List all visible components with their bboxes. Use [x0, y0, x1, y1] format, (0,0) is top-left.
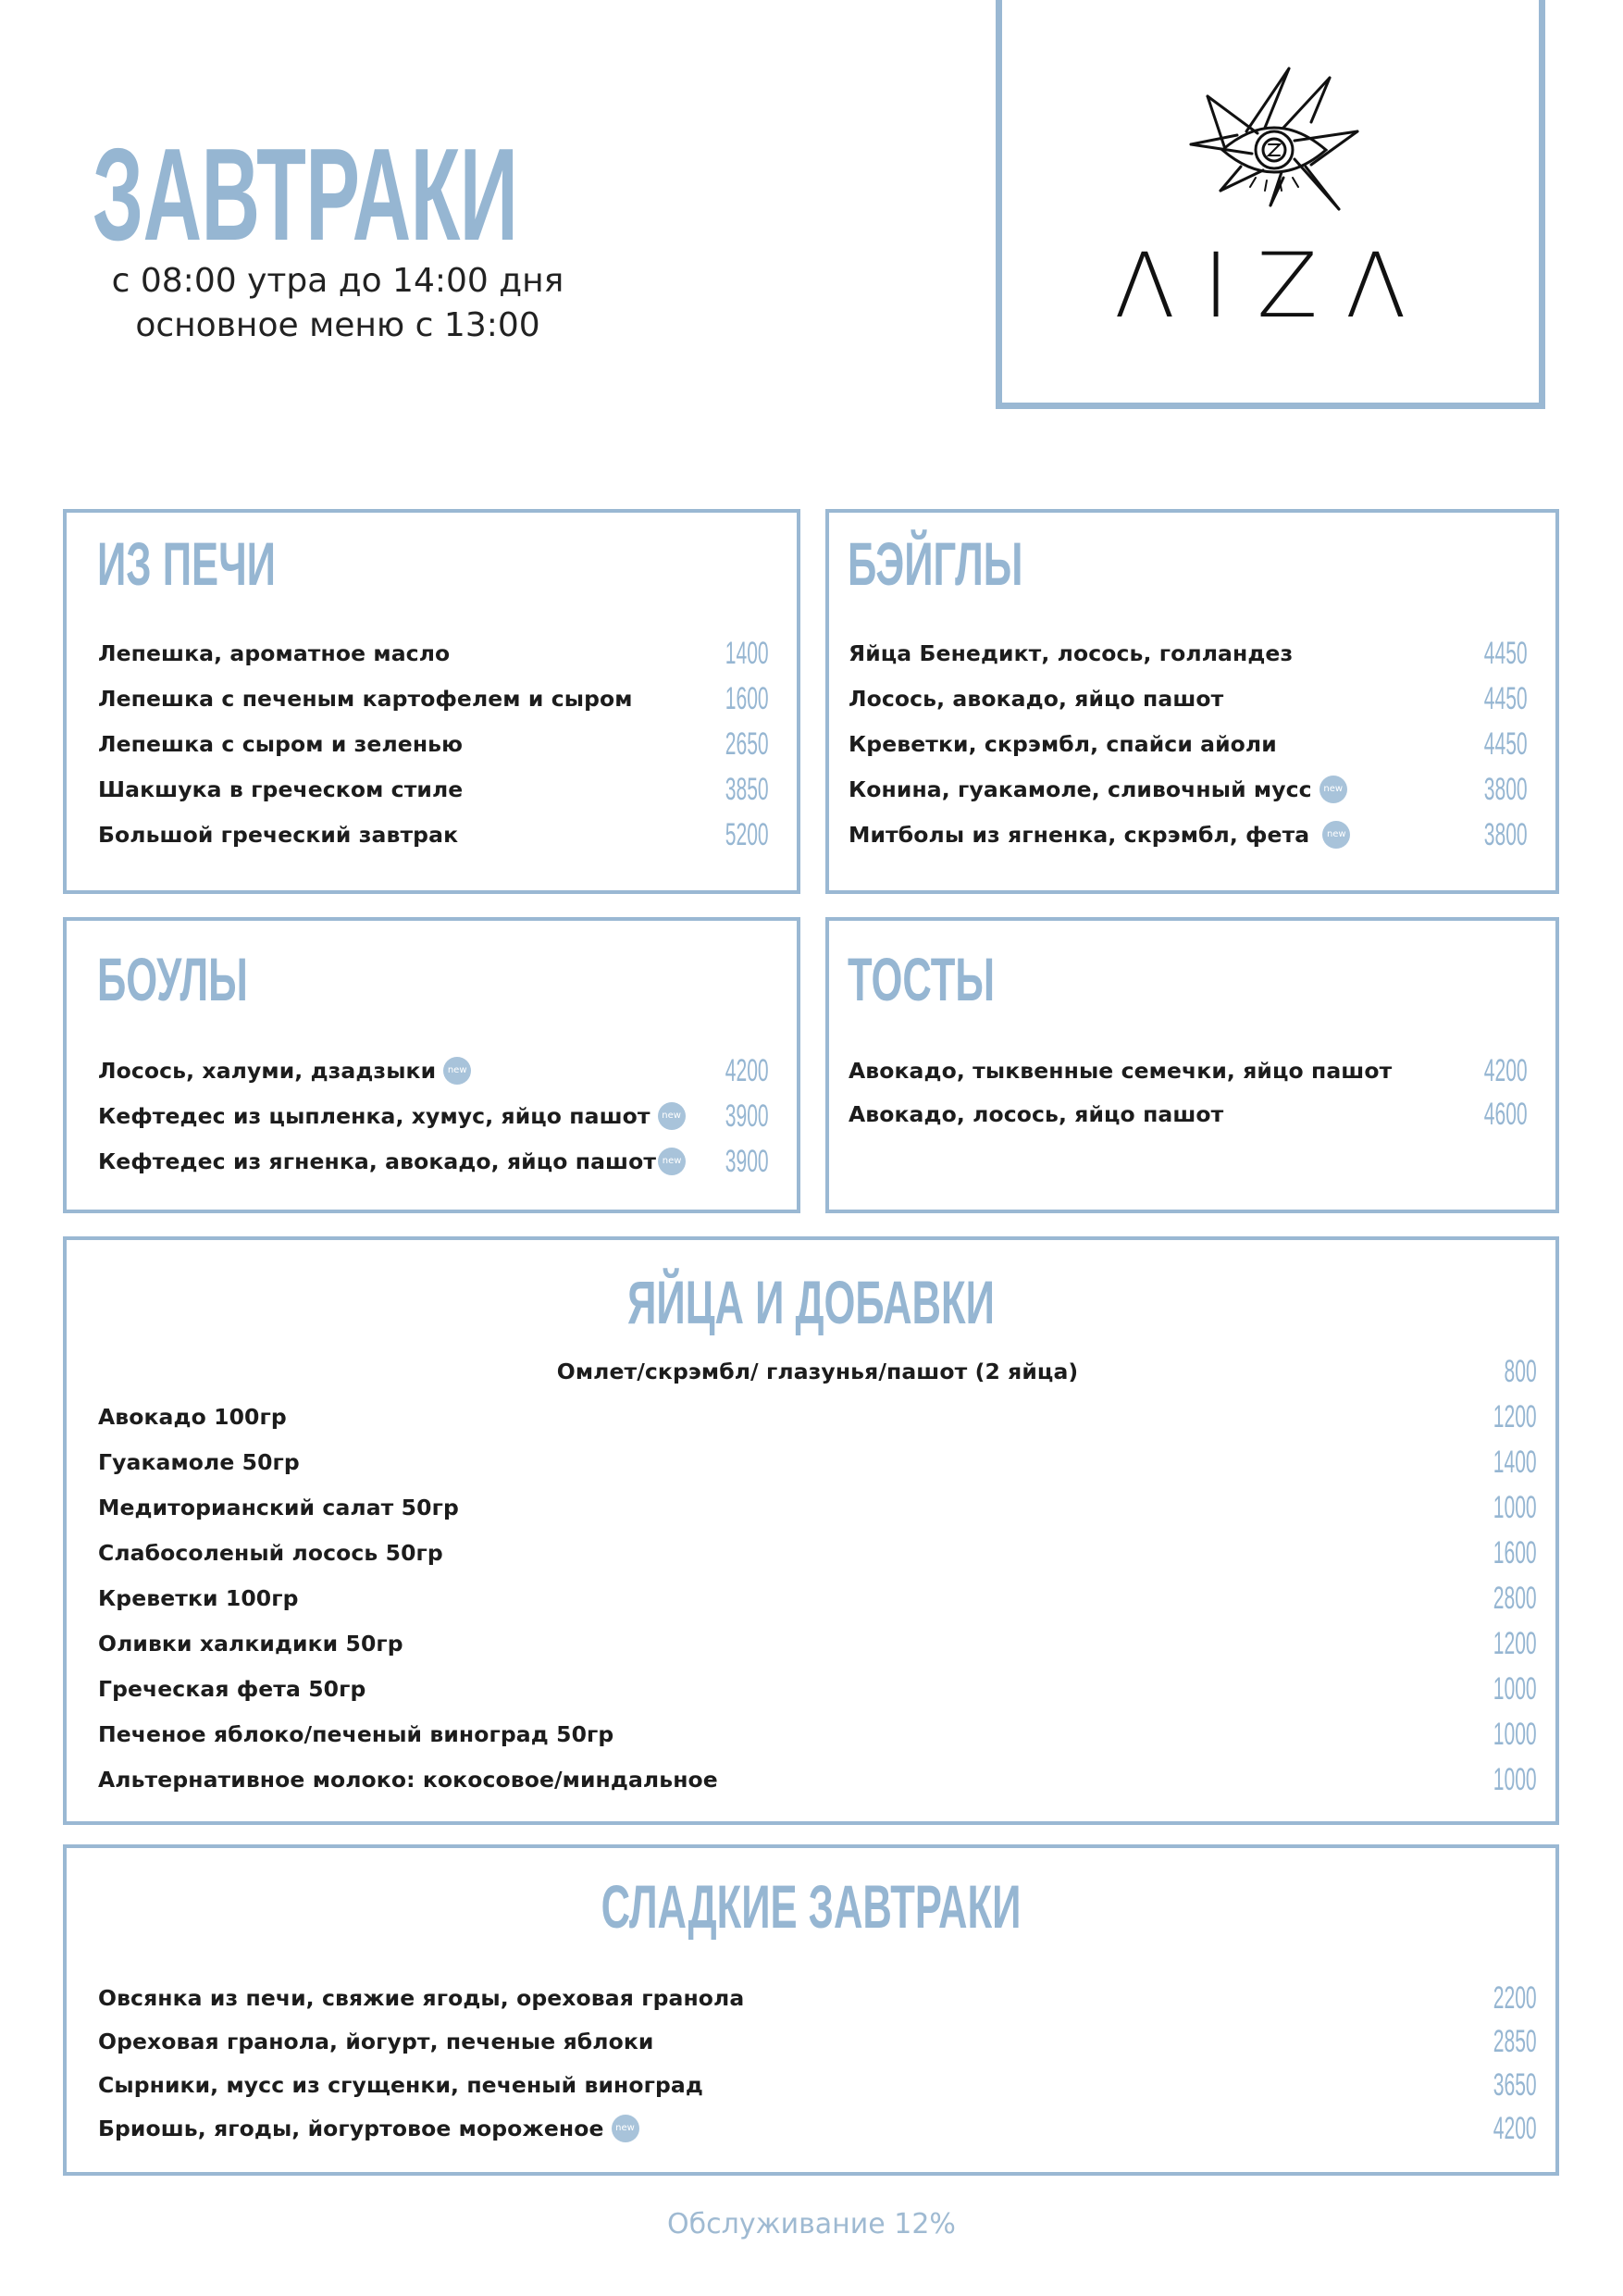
menu-item: Лепешка, ароматное масло 1400	[98, 636, 769, 671]
menu-item: Печеное яблоко/печеный виноград 50гр 1000	[98, 1717, 1537, 1752]
menu-item: Конина, гуакамоле, сливочный мусс new 3800	[849, 772, 1528, 807]
menu-item: Ореховая гранола, йогурт, печеные яблоки 2850	[98, 2024, 1537, 2059]
menu-item: Альтернативное молоко: кокосовое/миндальное 1000	[98, 1762, 1537, 1797]
new-badge: new	[1322, 821, 1350, 849]
section-eggs	[63, 1236, 1559, 1825]
menu-item: Медиторианский салат 50гр 1000	[98, 1490, 1537, 1525]
menu-item: Шакшука в греческом стиле 3850	[98, 772, 769, 807]
menu-item-lead: Омлет/скрэмбл/ глазунья/пашот (2 яйца) 800	[556, 1354, 1537, 1389]
logo-frame	[996, 0, 1545, 409]
section-title: БОУЛЫ	[97, 945, 248, 1013]
section-title: ТОСТЫ	[848, 945, 996, 1013]
menu-item: Греческая фета 50гр 1000	[98, 1671, 1537, 1706]
section-title: ЯЙЦА И ДОБАВКИ	[627, 1268, 995, 1336]
menu-item: Креветки, скрэмбл, спайси айоли 4450	[849, 726, 1528, 762]
menu-item: Слабосоленый лосось 50гр 1600	[98, 1535, 1537, 1570]
hours-line-2: основное меню с 13:00	[135, 306, 540, 344]
menu-item: Лепешка с сыром и зеленью 2650	[98, 726, 769, 762]
menu-item: Лепешка с печеным картофелем и сыром 1600	[98, 681, 769, 716]
hours-info	[93, 259, 583, 348]
menu-item: Кефтедес из цыпленка, хумус, яйцо пашот new 3900	[98, 1098, 769, 1134]
menu-item: Лосось, авокадо, яйцо пашот 4450	[849, 681, 1528, 716]
section-sweet	[63, 1844, 1559, 2176]
menu-item: Гуакамоле 50гр 1400	[98, 1445, 1537, 1480]
section-title: СЛАДКИЕ ЗАВТРАКИ	[601, 1872, 1022, 1941]
menu-item: Митболы из ягненка, скрэмбл, фета new 3800	[849, 817, 1528, 852]
section-title: ИЗ ПЕЧИ	[97, 529, 276, 598]
menu-item: Бриошь, ягоды, йогуртовое мороженое new 4200	[98, 2111, 1537, 2146]
menu-item: Креветки 100гр 2800	[98, 1581, 1537, 1616]
new-badge: new	[658, 1102, 686, 1130]
hours-line-1: с 08:00 утра до 14:00 дня	[111, 262, 564, 300]
menu-item: Авокадо, лосось, яйцо пашот 4600	[849, 1097, 1528, 1132]
section-title: БЭЙГЛЫ	[848, 529, 1023, 598]
section-bagels	[825, 509, 1559, 894]
logo-wordmark: ΛIZΛ	[1114, 234, 1434, 338]
section-oven	[63, 509, 800, 894]
section-bowls	[63, 917, 800, 1213]
menu-item: Авокадо 100гр 1200	[98, 1399, 1537, 1434]
menu-item: Яйца Бенедикт, лосось, голландез 4450	[849, 636, 1528, 671]
new-badge: new	[443, 1057, 471, 1085]
menu-item: Сырники, мусс из сгущенки, печеный виноград 3650	[98, 2067, 1537, 2103]
service-charge-note: Обслуживание 12%	[667, 2208, 956, 2240]
section-toasts	[825, 917, 1559, 1213]
new-badge: new	[612, 2115, 639, 2142]
page-title: ЗАВТРАКИ	[93, 121, 518, 268]
menu-item: Большой греческий завтрак 5200	[98, 817, 769, 852]
new-badge: new	[1319, 776, 1347, 803]
menu-item: Оливки халкидики 50гр 1200	[98, 1626, 1537, 1661]
menu-item: Кефтедес из ягненка, авокадо, яйцо пашот new 3900	[98, 1144, 769, 1179]
eye-in-star-icon	[1002, 0, 1552, 416]
menu-item: Авокадо, тыквенные семечки, яйцо пашот 4200	[849, 1053, 1528, 1088]
new-badge: new	[658, 1148, 686, 1175]
menu-item: Овсянка из печи, свяжие ягоды, ореховая гранола 2200	[98, 1980, 1537, 2016]
menu-item: Лосось, халуми, дзадзыки new 4200	[98, 1053, 769, 1088]
